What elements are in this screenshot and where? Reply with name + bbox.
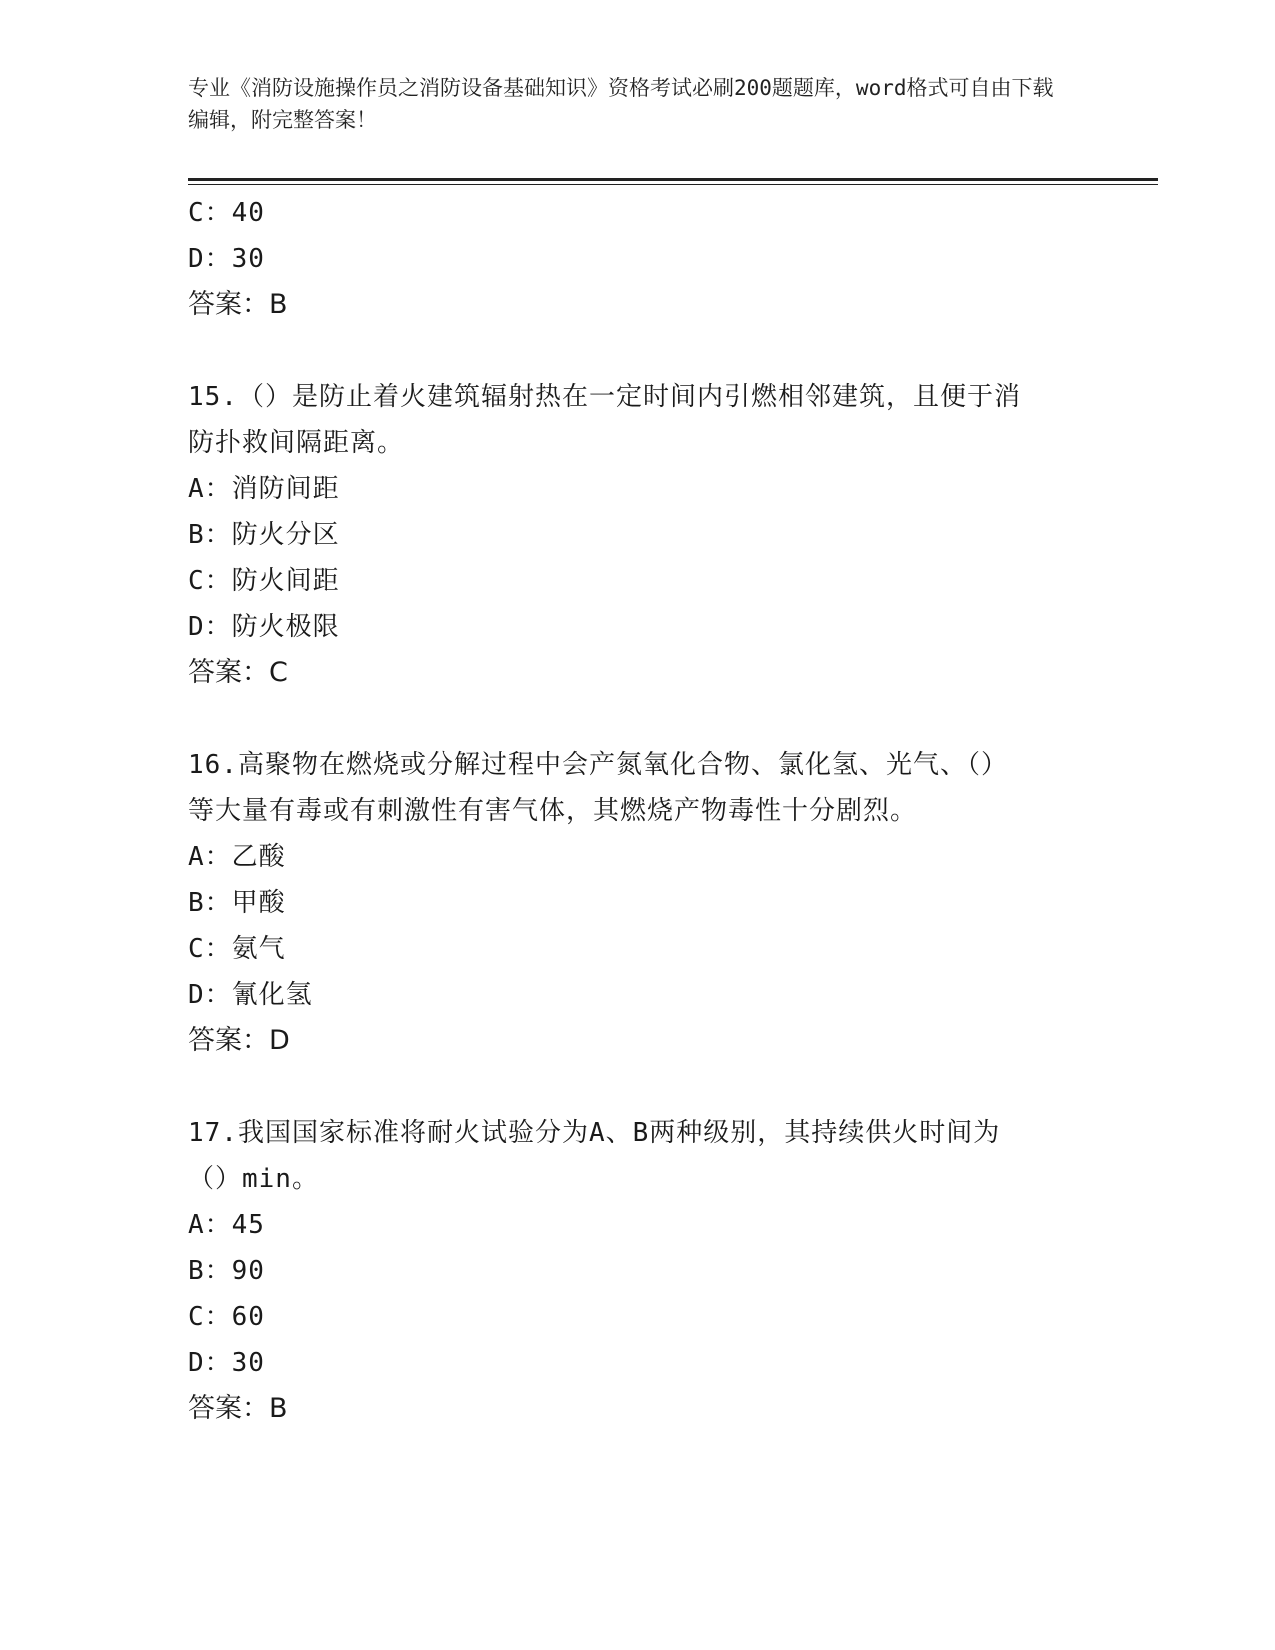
option: B：甲酸 xyxy=(188,888,286,918)
option: D：30 xyxy=(188,244,265,274)
spacer xyxy=(188,696,1088,742)
option: C：40 xyxy=(188,198,265,228)
question-stem: 15.（）是防止着火建筑辐射热在一定时间内引燃相邻建筑，且便于消 xyxy=(188,382,1021,412)
question-16 xyxy=(188,742,1088,1064)
spacer xyxy=(188,328,1088,374)
document-header: 专业《消防设施操作员之消防设备基础知识》资格考试必刷200题题库，word格式可自由下载编辑，附完整答案！ xyxy=(188,76,1054,132)
answer: 答案：B xyxy=(188,1393,288,1424)
partial-question xyxy=(188,190,1088,328)
question-15 xyxy=(188,374,1088,696)
question-content xyxy=(188,190,1088,1432)
answer: 答案：D xyxy=(188,1025,290,1056)
question-17 xyxy=(188,1110,1088,1432)
option: A：消防间距 xyxy=(188,474,340,504)
header-divider-thick xyxy=(188,178,1158,181)
spacer xyxy=(188,1064,1088,1110)
question-stem: 16.高聚物在燃烧或分解过程中会产氮氧化合物、氯化氢、光气、（） xyxy=(188,750,1008,780)
answer: 答案：B xyxy=(188,289,288,320)
question-stem: （）min。 xyxy=(188,1164,319,1194)
option: D：氰化氢 xyxy=(188,980,313,1010)
option: A：乙酸 xyxy=(188,842,286,872)
question-stem: 等大量有毒或有刺激性有害气体，其燃烧产物毒性十分剧烈。 xyxy=(188,796,918,826)
option: D：防火极限 xyxy=(188,612,340,642)
option: C：氨气 xyxy=(188,934,286,964)
header-divider-thin xyxy=(188,184,1158,185)
option: B：90 xyxy=(188,1256,265,1286)
option: C：60 xyxy=(188,1302,265,1332)
option: C：防火间距 xyxy=(188,566,340,596)
option: B：防火分区 xyxy=(188,520,340,550)
option: A：45 xyxy=(188,1210,265,1240)
question-stem: 防扑救间隔距离。 xyxy=(188,428,405,458)
question-stem: 17.我国国家标准将耐火试验分为A、B两种级别，其持续供火时间为 xyxy=(188,1118,1001,1148)
option: D：30 xyxy=(188,1348,265,1378)
answer: 答案：C xyxy=(188,657,288,688)
